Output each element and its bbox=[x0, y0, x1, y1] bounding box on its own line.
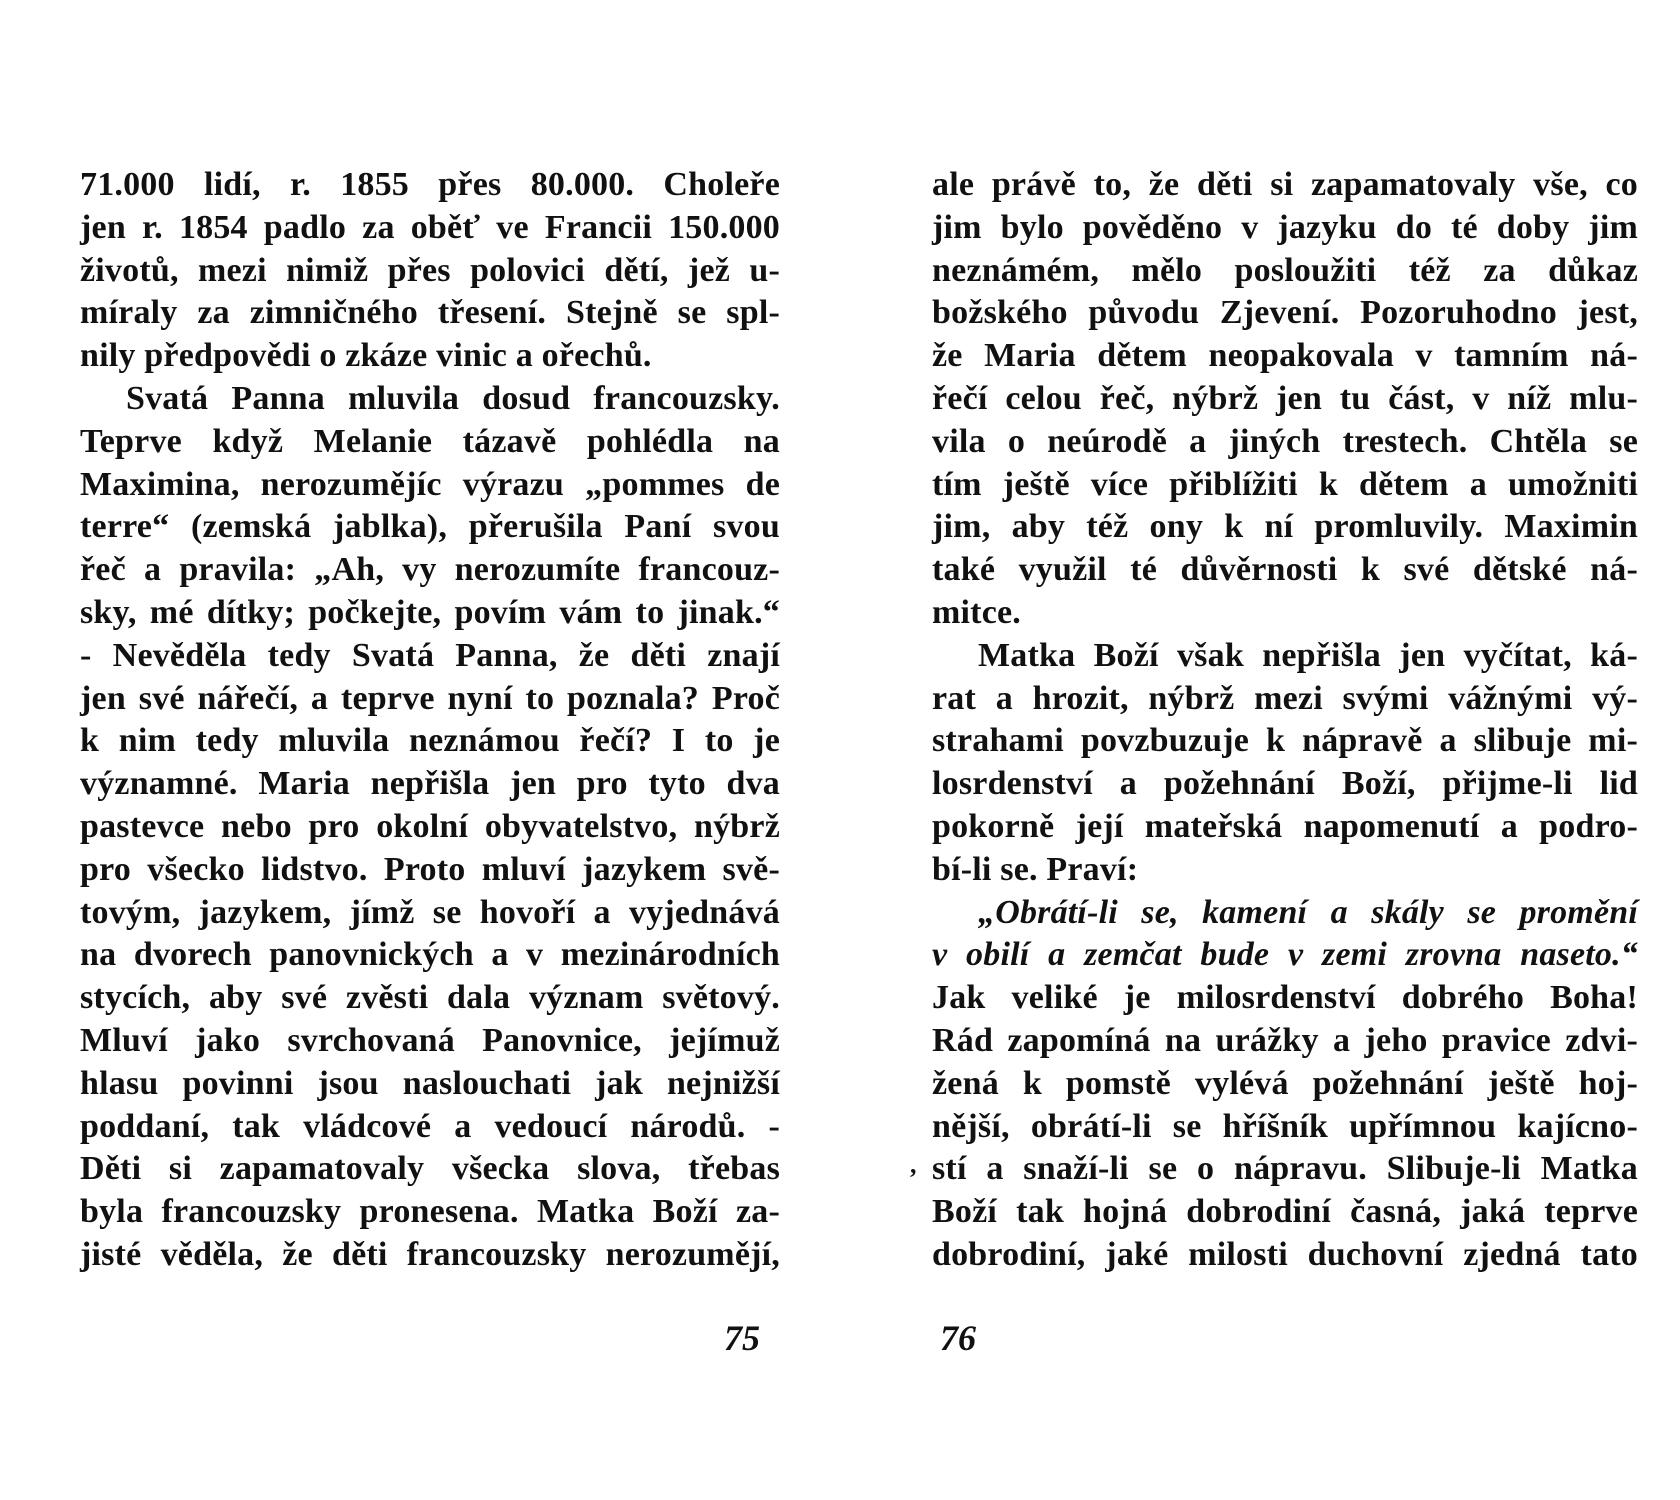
right-line-13: rat a hrozit, nýbrž mezi svými vážnými vý- bbox=[932, 679, 1638, 717]
right-line-14: strahami povzbuzuje k nápravě a slibuje mi- bbox=[932, 722, 1638, 760]
left-line-3: životů, mezi nimiž přes polovici dětí, jež u- bbox=[80, 251, 780, 289]
left-line-12: - Nevěděla tedy Svatá Panna, že děti znají bbox=[80, 636, 780, 674]
right-line-17: bí-li se. Praví: bbox=[932, 850, 1139, 888]
right-line-20: Jak veliké je milosrdenství dobrého Boha! bbox=[932, 979, 1638, 1017]
right-line-22: žená k pomstě vylévá požehnání ještě hoj- bbox=[932, 1064, 1638, 1102]
left-line-20: stycích, aby své zvěsti dala význam světový. bbox=[80, 979, 780, 1017]
right-line-12: Matka Boží však nepřišla jen vyčítat, ká- bbox=[978, 636, 1638, 674]
right-line-10: také využil té důvěrnosti k své dětské ná- bbox=[932, 551, 1638, 589]
right-line-6: řečí celou řeč, nýbrž jen tu část, v níž mlu- bbox=[932, 379, 1638, 417]
left-page bbox=[80, 164, 780, 1277]
left-line-13: jen své nářečí, a teprve nyní to poznala? Proč bbox=[80, 679, 780, 717]
left-line-4: míraly za zimničného třesení. Stejně se spl- bbox=[80, 294, 780, 332]
right-line-25: Boží tak hojná dobrodiní časná, jaká teprve bbox=[932, 1193, 1638, 1231]
left-line-18: tovým, jazykem, jímž se hovoří a vyjednává bbox=[80, 893, 780, 931]
left-line-1: 71.000 lidí, r. 1855 přes 80.000. Choleře bbox=[80, 166, 780, 203]
left-line-6: Svatá Panna mluvila dosud francouzsky. bbox=[126, 379, 780, 417]
right-line-7: vila o neúrodě a jiných trestech. Chtěla se bbox=[932, 422, 1638, 460]
right-line-1: ale právě to, že děti si zapamatovaly vše, co bbox=[932, 166, 1638, 203]
right-line-16: pokorně její mateřská napomenutí a podro- bbox=[932, 807, 1638, 845]
left-line-9: terre“ (zemská jablka), přerušila Paní svou bbox=[80, 508, 780, 546]
left-line-5: nily předpovědi o zkáze vinic a ořechů. bbox=[80, 337, 652, 375]
left-line-15: významné. Maria nepřišla jen pro tyto dva bbox=[80, 765, 780, 803]
right-line-11: mitce. bbox=[932, 593, 1021, 631]
left-line-26: jisté věděla, že děti francouzsky nerozumějí, bbox=[80, 1235, 780, 1273]
left-line-21: Mluví jako svrchovaná Panovnice, jejímuž bbox=[80, 1021, 780, 1059]
left-line-10: řeč a pravila: „Ah, vy nerozumíte francouz- bbox=[80, 551, 780, 589]
left-line-17: pro všecko lidstvo. Proto mluví jazykem svě- bbox=[80, 850, 780, 888]
left-line-14: k nim tedy mluvila neznámou řečí? I to je bbox=[80, 722, 780, 760]
left-line-25: byla francouzsky pronesena. Matka Boží za- bbox=[80, 1193, 780, 1231]
left-line-11: sky, mé dítky; počkejte, povím vám to jinak.“ bbox=[80, 593, 780, 631]
right-line-8: tím ještě více přiblížiti k dětem a umožniti bbox=[932, 465, 1638, 503]
right-line-15: losrdenství a požehnání Boží, přijme-li lid bbox=[932, 765, 1638, 803]
right-line-3: neznámém, mělo posloužiti též za důkaz bbox=[932, 251, 1638, 289]
left-line-7: Teprve když Melanie tázavě pohlédla na bbox=[80, 422, 780, 460]
right-line-9: jim, aby též ony k ní promluvily. Maximin bbox=[932, 508, 1638, 546]
left-line-2: jen r. 1854 padlo za oběť ve Francii 150.000 bbox=[80, 208, 780, 246]
left-line-24: Děti si zapamatovaly všecka slova, třebas bbox=[80, 1150, 780, 1188]
right-line-19: v obilí a zemčat bude v zemi zrovna naseto.“ bbox=[932, 936, 1638, 974]
right-line-5: že Maria dětem neopakovala v tamním ná- bbox=[932, 337, 1638, 375]
right-line-18: „Obrátí-li se, kamení a skály se promění bbox=[978, 893, 1638, 931]
left-line-16: pastevce nebo pro okolní obyvatelstvo, nýbrž bbox=[80, 807, 780, 845]
right-line-4: božského původu Zjevení. Pozoruhodno jest, bbox=[932, 294, 1638, 332]
page-number-left: 75 bbox=[724, 1318, 760, 1358]
right-line-2: jim bylo pověděno v jazyku do té doby jim bbox=[932, 208, 1638, 246]
right-line-21: Rád zapomíná na urážky a jeho pravice zdvi- bbox=[932, 1021, 1638, 1059]
page-number-right: 76 bbox=[940, 1318, 976, 1358]
right-page bbox=[932, 164, 1638, 1277]
left-line-22: hlasu povinni jsou naslouchati jak nejnižší bbox=[80, 1064, 780, 1102]
right-line-23: nější, obrátí-li se hříšník upřímnou kajícno- bbox=[932, 1107, 1638, 1145]
left-line-8: Maximina, nerozumějíc výrazu „pommes de bbox=[80, 465, 780, 503]
margin-mark: , bbox=[910, 1150, 917, 1179]
right-line-24: stí a snaží-li se o nápravu. Slibuje-li Matka bbox=[932, 1150, 1638, 1188]
left-line-19: na dvorech panovnických a v mezinárodních bbox=[80, 936, 780, 974]
right-line-26: dobrodiní, jaké milosti duchovní zjedná tato bbox=[932, 1235, 1638, 1273]
left-line-23: poddaní, tak vládcové a vedoucí národů. - bbox=[80, 1107, 780, 1145]
